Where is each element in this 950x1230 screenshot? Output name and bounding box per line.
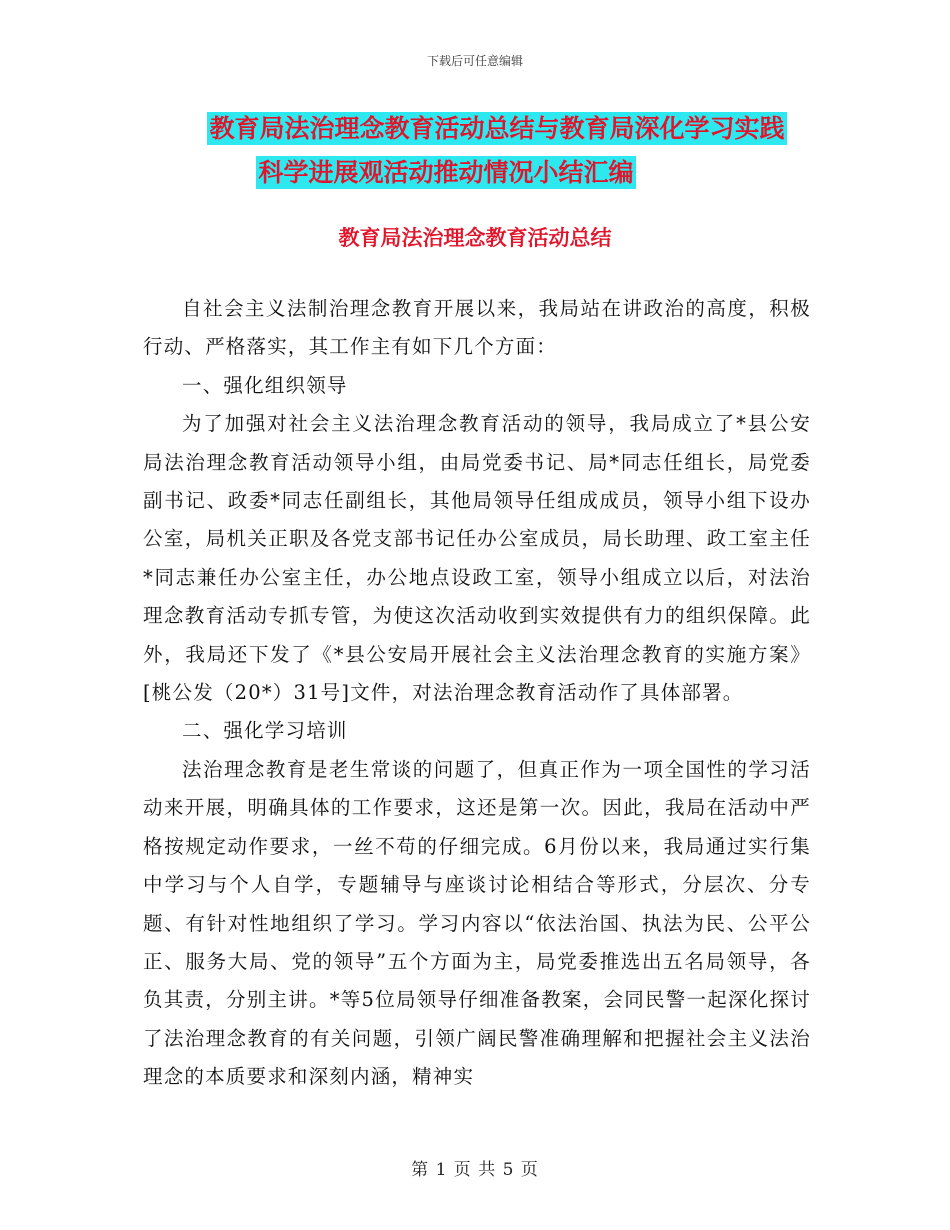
subheading-training: 二、强化学习培训 — [182, 719, 348, 743]
document-title-line-1-text: 教育局法治理念教育活动总结与教育局深化学习实践 — [209, 114, 785, 143]
document-title-line-2-text: 科学进展观活动推动情况小结汇编 — [258, 158, 634, 187]
document-body — [143, 290, 811, 1097]
body-paragraph: 法治理念教育是老生常谈的问题了，但真正作为一项全国性的学习活动来开展，明确具体的工作要求，这还是第一次。因此，我局在活动中严格按规定动作要求，一丝不苟的仔细完成。6月份以来，我局通过实行集中学习与个人自学，专题辅导与座谈讨论相结合等形式，分层次、分专题、有针对性地组织了学习。学习内容以“依法治国、执法为民、公平公正、服务大局、党的领导”五个方面为主，局党委推选出五名局领导，各负其责，分别主讲。*等5位局领导仔细准备教案，会同民警一起深化探讨了法治理念教育的有关问题，引领广阔民警准确理解和把握社会主义法治理念的本质要求和深刻内涵，精神实 — [143, 757, 811, 1089]
page-number-footer: 第 1 页 共 5 页 — [411, 1160, 539, 1180]
document-title-line-2 — [0, 156, 950, 190]
section-heading: 教育局法治理念教育活动总结 — [338, 226, 612, 250]
subheading-organization: 一、强化组织领导 — [182, 373, 348, 397]
document-title-line-1 — [0, 112, 950, 146]
page-header-note: 下载后可任意编辑 — [426, 54, 523, 68]
body-paragraph: 自社会主义法制治理念教育开展以来，我局站在讲政治的高度，积极行动、严格落实，其工作主有如下几个方面： — [143, 297, 811, 359]
body-paragraph: 为了加强对社会主义法治理念教育活动的领导，我局成立了*县公安局法治理念教育活动领导小组，由局党委书记、局*同志任组长，局党委副书记、政委*同志任副组长，其他局领导任组成成员，领导小组下设办公室，局机关正职及各党支部书记任办公室成员，局长助理、政工室主任*同志兼任办公室主任，办公地点设政工室，领导小组成立以后，对法治理念教育活动专抓专管，为使这次活动收到实效提供有力的组织保障。此外，我局还下发了《*县公安局开展社会主义法治理念教育的实施方案》[桃公发（20*）31号]文件，对法治理念教育活动作了具体部署。 — [143, 412, 811, 705]
